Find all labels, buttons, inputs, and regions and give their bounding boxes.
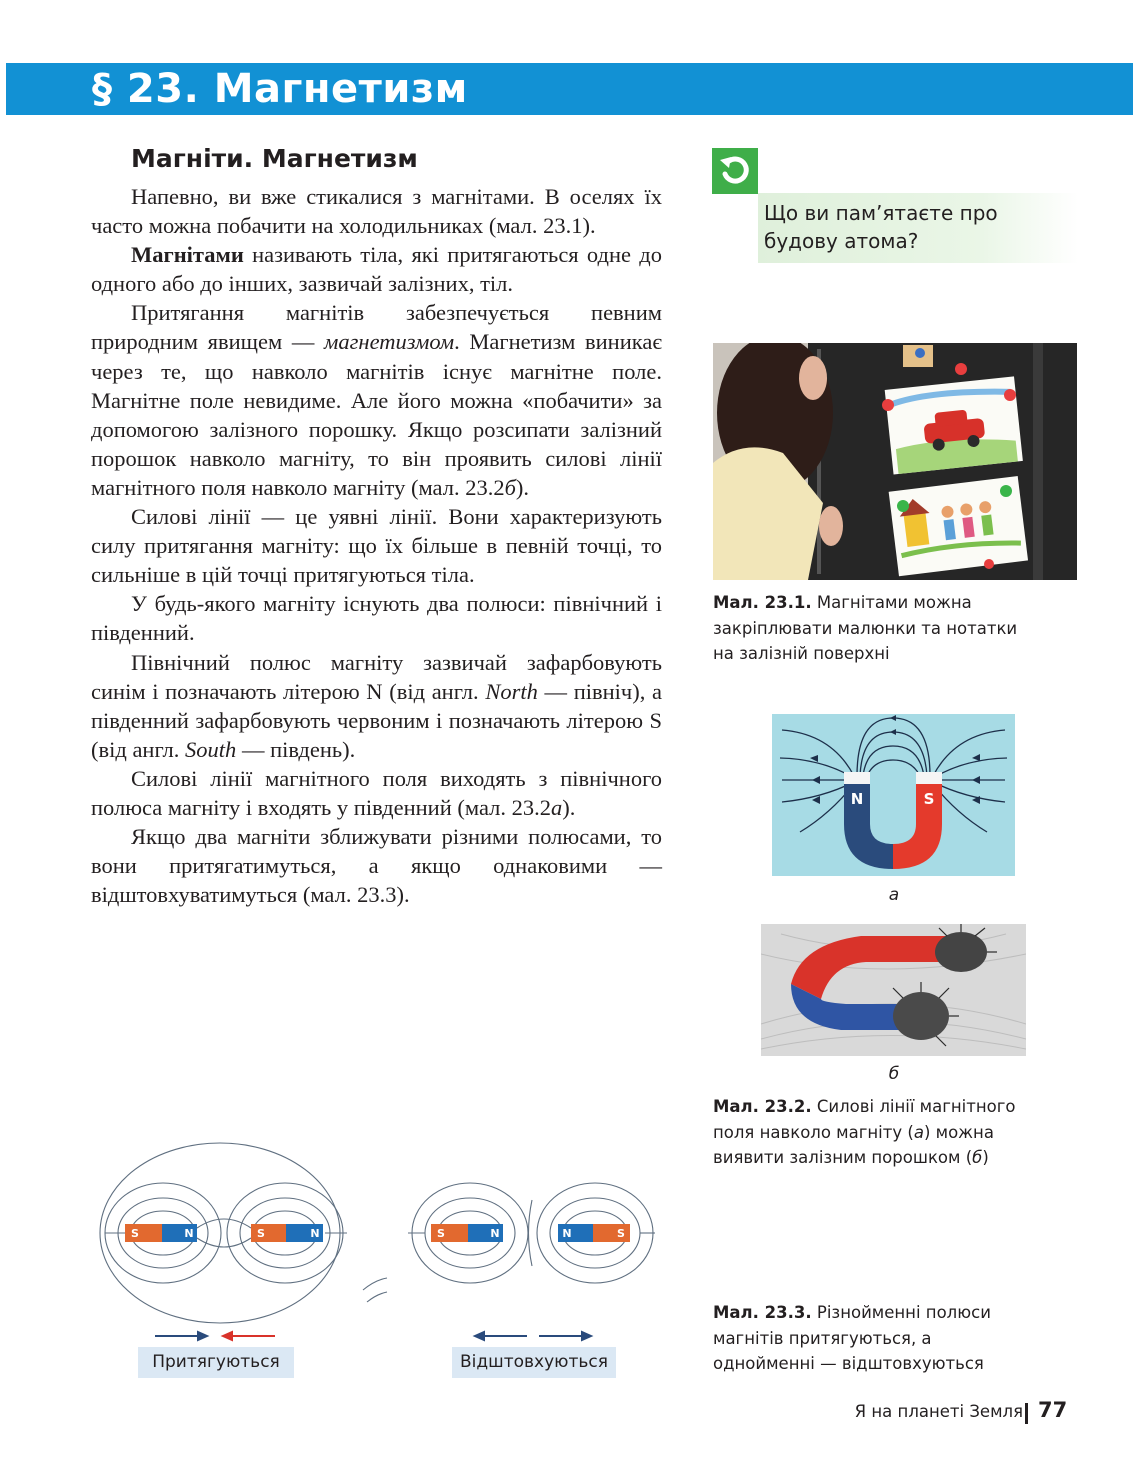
main-text (91, 182, 662, 909)
paragraph: Якщо два магніти зближувати різними полюсами, то вони притягатимуться, а якщо однаковими — відштовхуватимуться (мал. 23.3). (91, 824, 662, 908)
caption-label: Мал. 23.3. (713, 1303, 812, 1322)
repel-label: Відштовхуються (452, 1347, 616, 1378)
caption-label: Мал. 23.2. (713, 1097, 812, 1116)
paragraph: Магнітами називають тіла, які притягаються одне до одного або до інших, зазвичай залізних, тіл. (91, 242, 662, 297)
iron-filings-photo (761, 924, 1026, 1056)
paragraph: Притягання магнітів забезпечується певним природним явищем — магнетизмом. Магнетизм виникає через те, що навколо магнітів існує магнітне поле. Магнітне поле невидиме. Але його можна «побачити» за допомогою залізного порошку. Якщо розсипати залізний порошок навколо магніту, то він проявить силові лінії магнітного поля навколо магніту (мал. 23.2б). (91, 300, 662, 500)
fig2-sublabel-a: а (888, 885, 900, 905)
paragraph: У будь-якого магніту існують два полюси: північний і південний. (91, 591, 662, 646)
footer-unit-title: Я на планеті Земля (854, 1402, 1023, 1421)
section-heading: Магніти. Магнетизм (131, 144, 418, 173)
pole-s-label: S (257, 1227, 265, 1240)
pole-n-label: N (562, 1227, 572, 1240)
pole-s-label: S (923, 790, 935, 808)
pole-n-label: N (490, 1227, 500, 1240)
pole-s-label: S (437, 1227, 445, 1240)
return-arrow-icon (712, 148, 758, 194)
page-number: 77 (1038, 1398, 1068, 1422)
pole-s-label: S (617, 1227, 625, 1240)
fig1-caption: Мал. 23.1. Магнітами можна закріплювати малюнки та нотатки на залізній поверхні (713, 593, 1018, 663)
attract-label: Притягуються (138, 1347, 294, 1378)
pole-s-label: S (131, 1227, 139, 1240)
term-italic: магнетизмом (324, 329, 455, 355)
fig2-caption: Мал. 23.2. Силові лінії магнітного поля навколо магніту (а) можна виявити залізним порошком (б) (713, 1097, 1016, 1167)
fridge-photo (713, 343, 1077, 580)
chapter-title: § 23. Магнетизм (92, 66, 468, 112)
footer-separator (1025, 1403, 1028, 1424)
term-bold: Магнітами (131, 242, 244, 268)
fig3-caption: Мал. 23.3. Різнойменні полюси магнітів притягуються, а однойменні — відштовхуються (713, 1303, 991, 1373)
attract-repel-diagram (95, 1140, 655, 1350)
paragraph: Напевно, ви вже стикалися з магнітами. В оселях їх часто можна побачити на холодильниках (мал. 23.1). (91, 184, 662, 239)
horseshoe-field-diagram (772, 714, 1015, 876)
paragraph: Силові лінії — це уявні лінії. Вони характеризують силу притягання магніту: що їх більше в певній точці, то сильніше в цій точці притягуються тіла. (91, 504, 662, 588)
pole-n-label: N (310, 1227, 320, 1240)
fig2-sublabel-b: б (888, 1064, 900, 1084)
pole-n-label: N (184, 1227, 194, 1240)
pole-n-label: N (850, 790, 864, 808)
caption-label: Мал. 23.1. (713, 593, 812, 612)
paragraph: Північний полюс магніту зазвичай зафарбовують синім і позначають літерою N (від англ. North — північ), а південний зафарбовують червоним і позначають літерою S (від англ. South — південь). (91, 649, 662, 762)
paragraph: Силові лінії магнітного поля виходять з північного полюса магніту і входять у південний (мал. 23.2а). (91, 765, 662, 820)
recall-question: Що ви пам’ятаєте про будову атома? (764, 201, 998, 253)
